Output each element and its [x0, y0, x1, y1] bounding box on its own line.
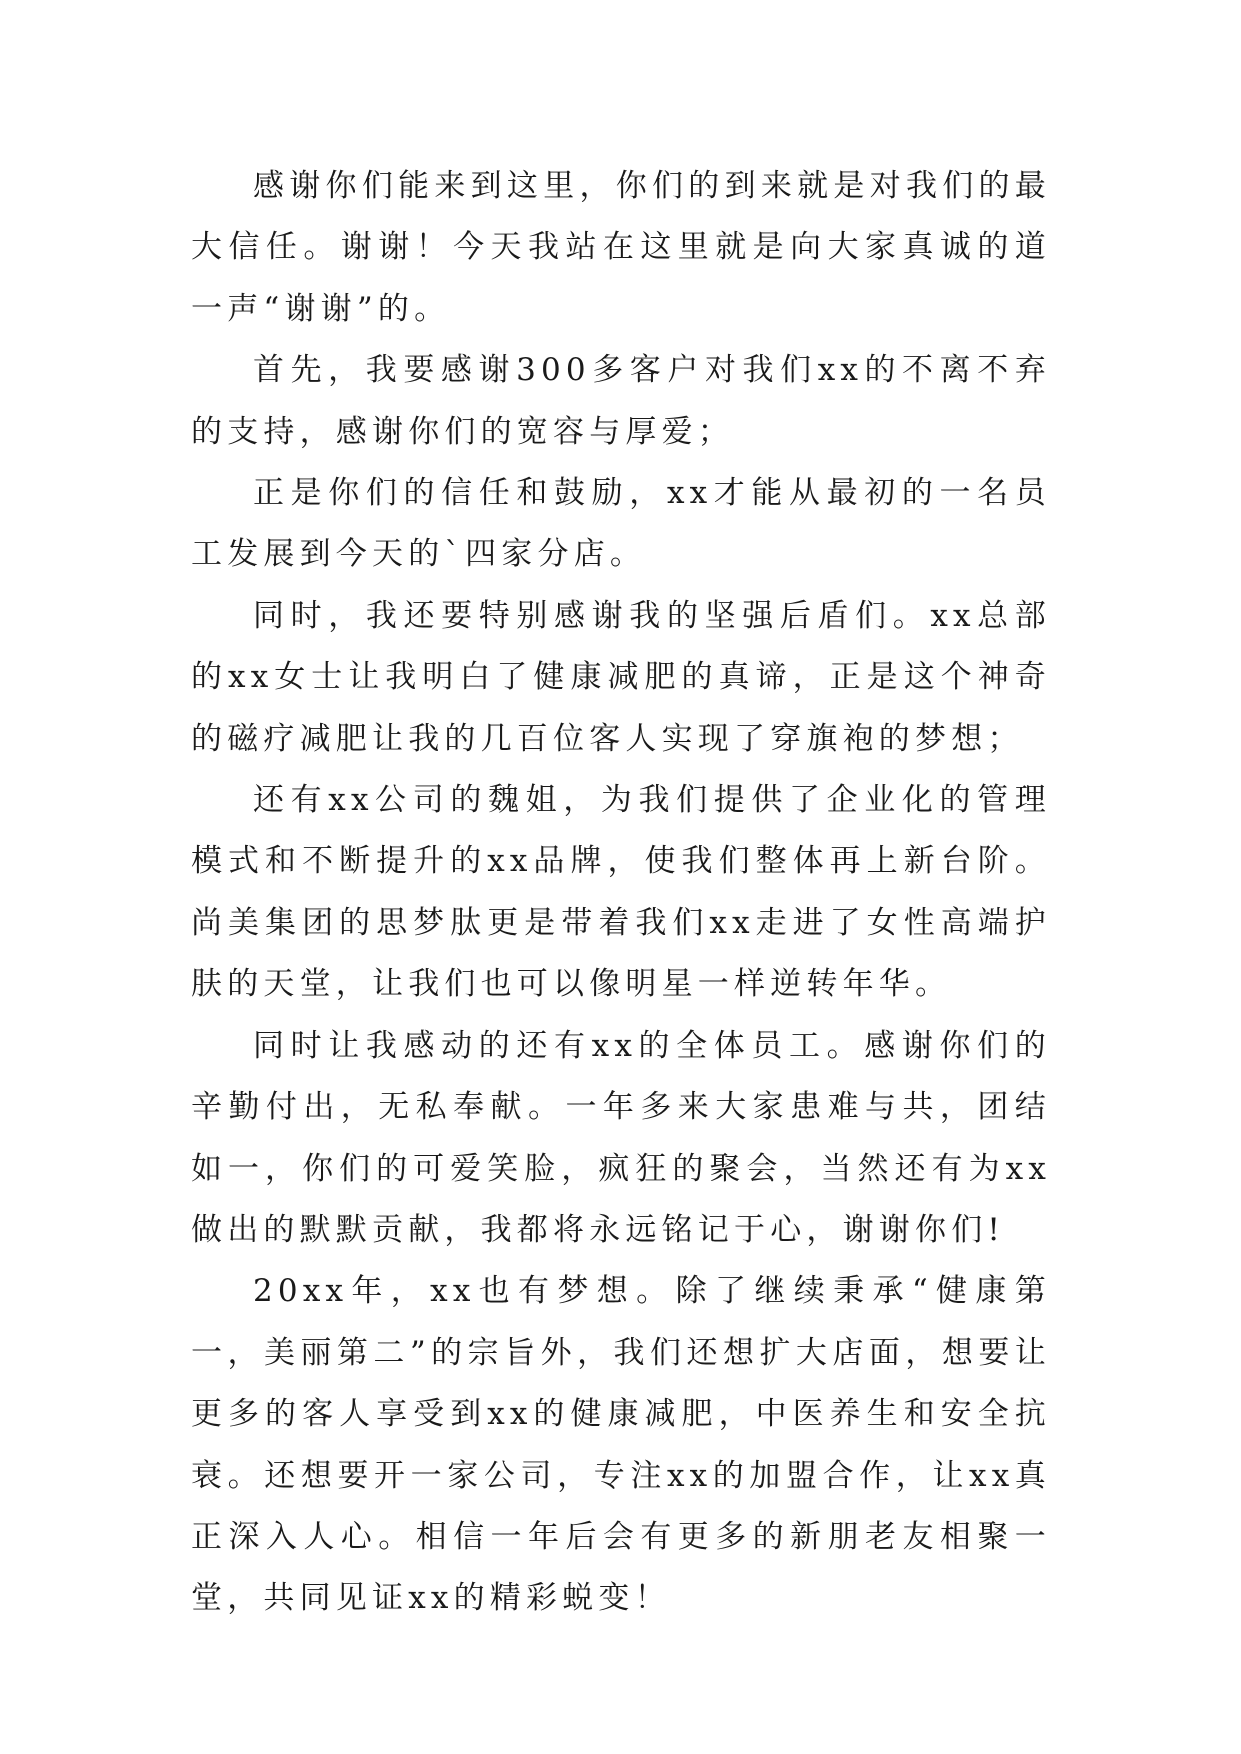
document-body	[191, 156, 1051, 1630]
paragraph-6: 同时让我感动的还有xx的全体员工。感谢你们的辛勤付出，无私奉献。一年多来大家患难与共，团结如一，你们的可爱笑脸，疯狂的聚会，当然还有为xx做出的默默贡献，我都将永远铭记于心，谢谢你们!	[191, 1027, 1051, 1248]
paragraph-3: 正是你们的信任和鼓励，xx才能从最初的一名员工发展到今天的`四家分店。	[191, 475, 1051, 573]
paragraph-7: 20xx年，xx也有梦想。除了继续秉承“健康第一，美丽第二”的宗旨外，我们还想扩大店面，想要让更多的客人享受到xx的健康减肥，中医养生和安全抗衰。还想要开一家公司，专注xx的加盟合作，让xx真正深入人心。相信一年后会有更多的新朋老友相聚一堂，共同见证xx的精彩蜕变！	[191, 1273, 1051, 1617]
paragraph-2: 首先，我要感谢300多客户对我们xx的不离不弃的支持，感谢你们的宽容与厚爱；	[191, 352, 1051, 450]
paragraph-5: 还有xx公司的魏姐，为我们提供了企业化的管理模式和不断提升的xx品牌，使我们整体再上新台阶。尚美集团的思梦肽更是带着我们xx走进了女性高端护肤的天堂，让我们也可以像明星一样逆转年华。	[191, 782, 1051, 1003]
paragraph-1: 感谢你们能来到这里，你们的到来就是对我们的最大信任。谢谢！今天我站在这里就是向大家真诚的道一声“谢谢”的。	[191, 168, 1051, 327]
paragraph-4: 同时，我还要特别感谢我的坚强后盾们。xx总部的xx女士让我明白了健康减肥的真谛，正是这个神奇的磁疗减肥让我的几百位客人实现了穿旗袍的梦想；	[191, 597, 1051, 757]
